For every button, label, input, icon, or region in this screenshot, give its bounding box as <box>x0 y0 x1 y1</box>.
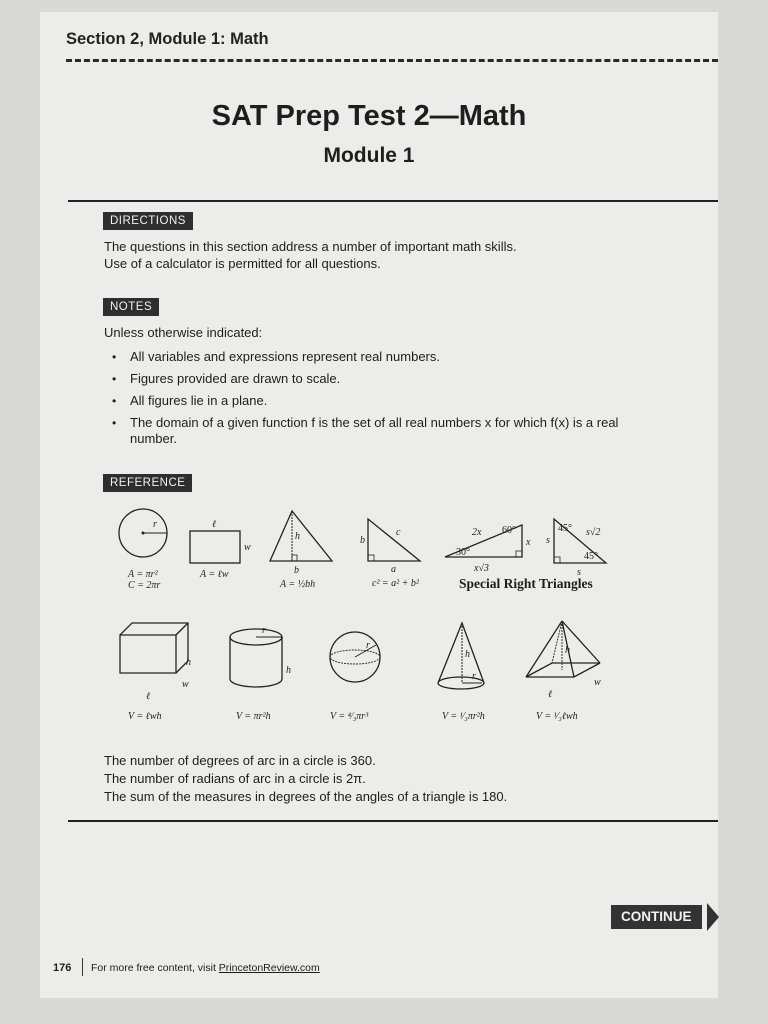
box-figure <box>120 623 191 722</box>
leg-x-root-3-label: x√3 <box>474 563 489 574</box>
directions-line-1: The questions in this section address a number of important math skills. <box>104 239 517 254</box>
cylinder-height-label: h <box>286 665 291 676</box>
circle-circumference-formula: C = 2πr <box>128 580 161 591</box>
notes-label: NOTES <box>103 298 159 316</box>
fact-degrees: The number of degrees of arc in a circle is 360. <box>104 753 376 768</box>
leg-s-left-label: s <box>546 535 550 546</box>
hypotenuse-s-root-2-label: s√2 <box>586 527 601 538</box>
triangle-height-label: h <box>295 531 300 542</box>
reference-row-2-figures <box>110 615 620 725</box>
cylinder-figure <box>230 625 291 722</box>
pyramid-length-label: ℓ <box>548 689 553 700</box>
cylinder-volume-formula: V = πr²h <box>236 711 271 722</box>
circle-figure <box>119 509 167 591</box>
footer-link[interactable]: PrincetonReview.com <box>218 962 320 974</box>
circle-area-formula: A = πr² <box>128 569 158 580</box>
circle-radius-label: r <box>153 519 157 530</box>
special-right-triangles-title: Special Right Triangles <box>459 576 593 591</box>
section-header: Section 2, Module 1: Math <box>66 30 269 48</box>
right-triangle-hypotenuse-label: c <box>396 527 401 538</box>
fact-triangle-sum: The sum of the measures in degrees of the angles of a triangle is 180. <box>104 789 508 804</box>
sphere-figure <box>330 632 380 722</box>
notes-item: • The domain of a given function f is the set of all real numbers x for which f(x) is a real number. <box>108 415 630 447</box>
notes-item: • All variables and expressions represent real numbers. <box>108 349 648 365</box>
box-height-label: h <box>186 657 191 668</box>
cone-figure <box>438 623 485 722</box>
box-volume-formula: V = ℓwh <box>128 711 162 722</box>
angle-45-bottom-label: 45° <box>584 551 598 562</box>
directions-label: DIRECTIONS <box>103 212 193 230</box>
continue-button[interactable]: CONTINUE <box>611 905 702 929</box>
box-width-label: w <box>182 679 189 690</box>
pyramid-figure <box>526 621 601 722</box>
continue-arrow-icon[interactable] <box>707 903 719 931</box>
page-number: 176 <box>53 962 72 974</box>
notes-item: • All figures lie in a plane. <box>108 393 648 409</box>
angle-30-label: 30° <box>456 547 470 558</box>
angle-45-top-label: 45° <box>558 523 572 534</box>
cone-radius-label: r <box>472 671 476 682</box>
triangle-area-formula: A = ½bh <box>280 579 316 590</box>
pyramid-volume-formula: V = ¹⁄₃ℓwh <box>536 711 578 722</box>
right-triangle-figure <box>360 519 420 589</box>
leg-s-bottom-label: s <box>577 567 581 578</box>
right-triangle-leg-a-label: a <box>391 564 396 575</box>
directions-line-2: Use of a calculator is permitted for all questions. <box>104 256 381 271</box>
triangle-base-label: b <box>294 565 299 576</box>
page-subtitle: Module 1 <box>323 144 415 167</box>
footer-text <box>91 962 320 974</box>
page-title: SAT Prep Test 2—Math <box>211 100 527 132</box>
reference-facts <box>104 752 507 806</box>
rectangle-length-label: ℓ <box>212 519 217 530</box>
angle-60-label: 60° <box>502 525 516 536</box>
header-dashed-divider <box>66 59 718 62</box>
leg-x-label: x <box>526 537 531 548</box>
reference-label: REFERENCE <box>103 474 192 492</box>
rectangle-width-label: w <box>244 542 251 553</box>
box-length-label: ℓ <box>146 691 151 702</box>
rectangle-figure <box>190 519 251 580</box>
triangle-figure <box>270 511 332 590</box>
footer-separator <box>82 958 83 976</box>
rectangle-area-formula: A = ℓw <box>200 569 229 580</box>
right-triangle-leg-b-label: b <box>360 535 365 546</box>
cylinder-radius-label: r <box>262 625 266 636</box>
sphere-radius-label: r <box>366 640 370 651</box>
fact-radians: The number of radians of arc in a circle is 2π. <box>104 771 366 786</box>
sphere-volume-formula: V = ⁴⁄₃πr³ <box>330 711 369 722</box>
triangle-30-60-90-figure <box>445 525 531 574</box>
pyramid-height-label: h <box>565 645 570 656</box>
triangle-45-45-90-figure <box>546 519 606 578</box>
notes-intro: Unless otherwise indicated: <box>104 325 263 340</box>
pyramid-width-label: w <box>594 677 601 688</box>
cone-volume-formula: V = ¹⁄₃πr²h <box>442 711 485 722</box>
title-divider <box>68 200 718 202</box>
hypotenuse-2x-label: 2x <box>472 527 482 538</box>
pythagorean-formula: c² = a² + b² <box>372 578 419 589</box>
notes-list <box>108 349 648 453</box>
reference-bottom-divider <box>68 820 718 822</box>
footer-text-prefix: For more free content, visit <box>91 962 219 974</box>
notes-item: • Figures provided are drawn to scale. <box>108 371 648 387</box>
cone-height-label: h <box>465 649 470 660</box>
